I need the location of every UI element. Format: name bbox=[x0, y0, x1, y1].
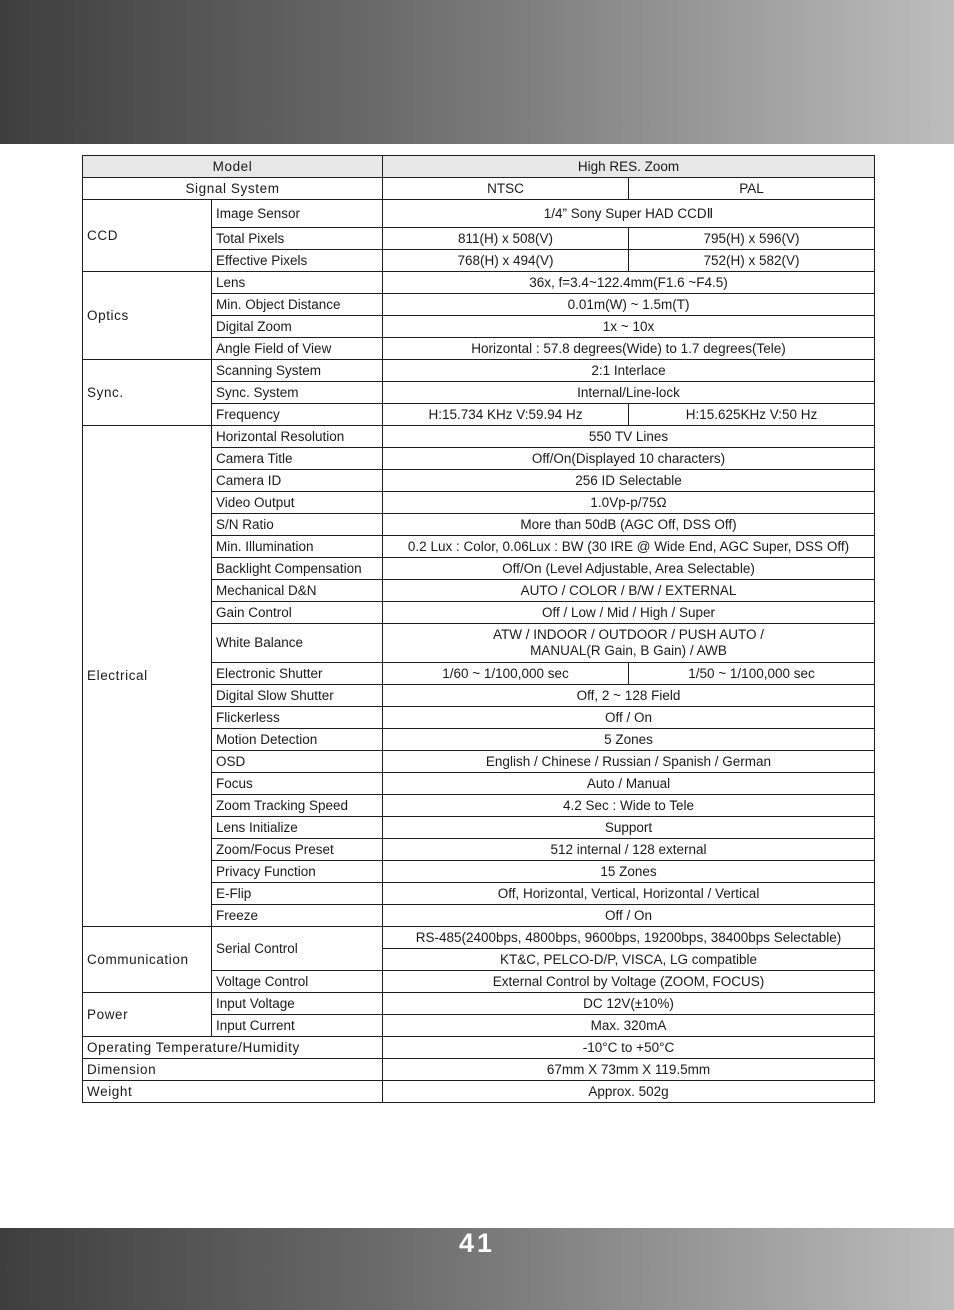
spec-label: Privacy Function bbox=[212, 861, 383, 883]
spec-row bbox=[83, 200, 875, 228]
spec-value: 4.2 Sec : Wide to Tele bbox=[383, 795, 875, 817]
category-sync: Sync. bbox=[83, 360, 212, 426]
spec-value-pal: 795(H) x 596(V) bbox=[629, 228, 875, 250]
spec-value: 1.0Vp-p/75Ω bbox=[383, 492, 875, 514]
spec-value: Horizontal : 57.8 degrees(Wide) to 1.7 degrees(Tele) bbox=[383, 338, 875, 360]
spec-value: RS-485(2400bps, 4800bps, 9600bps, 19200bps, 38400bps Selectable) bbox=[383, 927, 875, 949]
spec-value: English / Chinese / Russian / Spanish / German bbox=[383, 751, 875, 773]
spec-row bbox=[83, 1037, 875, 1059]
spec-label: Frequency bbox=[212, 404, 383, 426]
spec-label: Min. Illumination bbox=[212, 536, 383, 558]
spec-value: Off, 2 ~ 128 Field bbox=[383, 685, 875, 707]
spec-row bbox=[83, 1059, 875, 1081]
spec-label: Serial Control bbox=[212, 927, 383, 971]
spec-label: Min. Object Distance bbox=[212, 294, 383, 316]
category-electrical: Electrical bbox=[83, 426, 212, 927]
spec-label: Horizontal Resolution bbox=[212, 426, 383, 448]
category-dimension: Dimension bbox=[83, 1059, 383, 1081]
spec-value: 67mm X 73mm X 119.5mm bbox=[383, 1059, 875, 1081]
category-weight: Weight bbox=[83, 1081, 383, 1103]
spec-value: Approx. 502g bbox=[383, 1081, 875, 1103]
model-label: Model bbox=[83, 156, 383, 178]
spec-value: DC 12V(±10%) bbox=[383, 993, 875, 1015]
model-row bbox=[83, 156, 875, 178]
spec-value: Off / On bbox=[383, 707, 875, 729]
spec-label: Lens Initialize bbox=[212, 817, 383, 839]
spec-value-line: MANUAL(R Gain, B Gain) / AWB bbox=[530, 643, 727, 658]
spec-label: Scanning System bbox=[212, 360, 383, 382]
spec-label: Mechanical D&N bbox=[212, 580, 383, 602]
spec-label: Backlight Compensation bbox=[212, 558, 383, 580]
spec-value: External Control by Voltage (ZOOM, FOCUS) bbox=[383, 971, 875, 993]
spec-label: Freeze bbox=[212, 905, 383, 927]
spec-row bbox=[83, 360, 875, 382]
spec-label: Electronic Shutter bbox=[212, 663, 383, 685]
spec-label: OSD bbox=[212, 751, 383, 773]
spec-label: E-Flip bbox=[212, 883, 383, 905]
spec-label: Digital Zoom bbox=[212, 316, 383, 338]
spec-label: Angle Field of View bbox=[212, 338, 383, 360]
spec-value: 0.2 Lux : Color, 0.06Lux : BW (30 IRE @ Wide End, AGC Super, DSS Off) bbox=[383, 536, 875, 558]
spec-value: Internal/Line-lock bbox=[383, 382, 875, 404]
model-value: High RES. Zoom bbox=[383, 156, 875, 178]
spec-label: Voltage Control bbox=[212, 971, 383, 993]
spec-value: 36x, f=3.4~122.4mm(F1.6 ~F4.5) bbox=[383, 272, 875, 294]
spec-value-ntsc: 811(H) x 508(V) bbox=[383, 228, 629, 250]
page-number: 41 bbox=[458, 1228, 496, 1258]
spec-value: 512 internal / 128 external bbox=[383, 839, 875, 861]
spec-label: Flickerless bbox=[212, 707, 383, 729]
spec-label: Total Pixels bbox=[212, 228, 383, 250]
spec-label: Zoom Tracking Speed bbox=[212, 795, 383, 817]
spec-row bbox=[83, 426, 875, 448]
spec-value-ntsc: 1/60 ~ 1/100,000 sec bbox=[383, 663, 629, 685]
spec-label: Lens bbox=[212, 272, 383, 294]
spec-label: White Balance bbox=[212, 624, 383, 663]
category-power: Power bbox=[83, 993, 212, 1037]
spec-label: S/N Ratio bbox=[212, 514, 383, 536]
pal-header: PAL bbox=[629, 178, 875, 200]
category-optics: Optics bbox=[83, 272, 212, 360]
spec-value: Max. 320mA bbox=[383, 1015, 875, 1037]
spec-value: 1x ~ 10x bbox=[383, 316, 875, 338]
category-ccd: CCD bbox=[83, 200, 212, 272]
spec-value: Auto / Manual bbox=[383, 773, 875, 795]
spec-label: Focus bbox=[212, 773, 383, 795]
spec-value: 0.01m(W) ~ 1.5m(T) bbox=[383, 294, 875, 316]
spec-value-ntsc: H:15.734 KHz V:59.94 Hz bbox=[383, 404, 629, 426]
spec-label: Effective Pixels bbox=[212, 250, 383, 272]
spec-row bbox=[83, 272, 875, 294]
spec-value: 256 ID Selectable bbox=[383, 470, 875, 492]
spec-value: KT&C, PELCO-D/P, VISCA, LG compatible bbox=[383, 949, 875, 971]
spec-value: Off/On(Displayed 10 characters) bbox=[383, 448, 875, 470]
spec-label: Motion Detection bbox=[212, 729, 383, 751]
category-communication: Communication bbox=[83, 927, 212, 993]
spec-value-ntsc: 768(H) x 494(V) bbox=[383, 250, 629, 272]
header-band bbox=[0, 0, 954, 144]
spec-row bbox=[83, 993, 875, 1015]
signal-system-row bbox=[83, 178, 875, 200]
spec-value: Off / On bbox=[383, 905, 875, 927]
spec-label: Gain Control bbox=[212, 602, 383, 624]
spec-label: Camera ID bbox=[212, 470, 383, 492]
spec-label: Digital Slow Shutter bbox=[212, 685, 383, 707]
spec-value: 5 Zones bbox=[383, 729, 875, 751]
spec-label: Image Sensor bbox=[212, 200, 383, 228]
spec-value: 1/4” Sony Super HAD CCDⅡ bbox=[383, 200, 875, 228]
spec-value: Off, Horizontal, Vertical, Horizontal / Vertical bbox=[383, 883, 875, 905]
spec-value: AUTO / COLOR / B/W / EXTERNAL bbox=[383, 580, 875, 602]
spec-table bbox=[82, 155, 875, 1103]
ntsc-header: NTSC bbox=[383, 178, 629, 200]
spec-value: 15 Zones bbox=[383, 861, 875, 883]
spec-label: Camera Title bbox=[212, 448, 383, 470]
spec-value: Support bbox=[383, 817, 875, 839]
spec-label: Input Voltage bbox=[212, 993, 383, 1015]
spec-label: Input Current bbox=[212, 1015, 383, 1037]
spec-row bbox=[83, 1081, 875, 1103]
spec-value: 2:1 Interlace bbox=[383, 360, 875, 382]
spec-value: -10°C to +50°C bbox=[383, 1037, 875, 1059]
spec-value-line: ATW / INDOOR / OUTDOOR / PUSH AUTO / bbox=[493, 627, 765, 642]
spec-value: Off/On (Level Adjustable, Area Selectable) bbox=[383, 558, 875, 580]
spec-value-pal: H:15.625KHz V:50 Hz bbox=[629, 404, 875, 426]
signal-system-label: Signal System bbox=[83, 178, 383, 200]
spec-value-pal: 752(H) x 582(V) bbox=[629, 250, 875, 272]
spec-value: Off / Low / Mid / High / Super bbox=[383, 602, 875, 624]
spec-value bbox=[383, 624, 875, 663]
spec-value: 550 TV Lines bbox=[383, 426, 875, 448]
spec-label: Zoom/Focus Preset bbox=[212, 839, 383, 861]
category-operating: Operating Temperature/Humidity bbox=[83, 1037, 383, 1059]
spec-value: More than 50dB (AGC Off, DSS Off) bbox=[383, 514, 875, 536]
spec-label: Sync. System bbox=[212, 382, 383, 404]
spec-label: Video Output bbox=[212, 492, 383, 514]
spec-row bbox=[83, 927, 875, 949]
spec-value-pal: 1/50 ~ 1/100,000 sec bbox=[629, 663, 875, 685]
